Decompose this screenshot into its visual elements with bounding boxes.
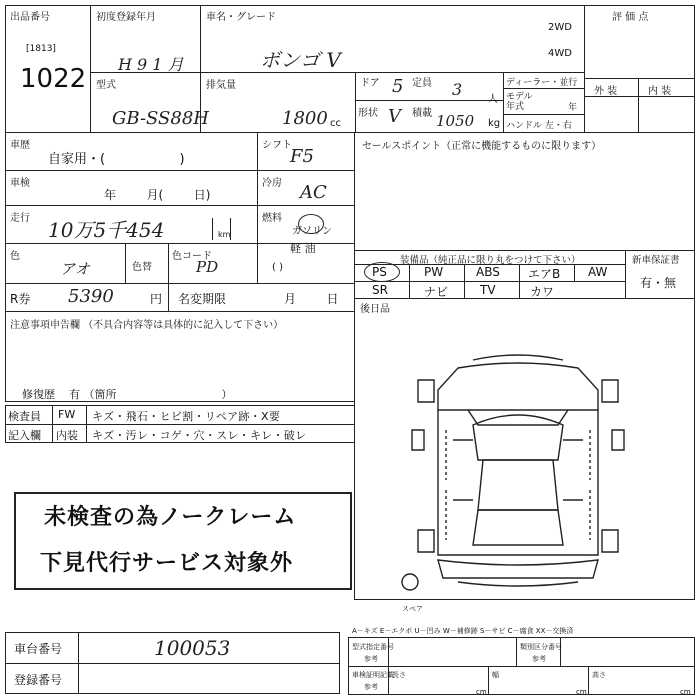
load-unit: kg <box>488 118 501 129</box>
model-type-label: 型式 <box>96 80 116 91</box>
category-ref: 参考 <box>532 655 546 663</box>
header-frame <box>5 5 695 133</box>
equip-aw: AW <box>588 265 608 279</box>
equipment-label: 装備品（純正品に限り丸をつけて下さい） <box>400 255 581 266</box>
car-diagram <box>398 350 638 600</box>
interior-label: 内 装 <box>648 86 672 97</box>
dealer-label: ディーラー・並行 <box>506 78 578 88</box>
equip-sr: SR <box>372 283 388 297</box>
history-label: 車歴 <box>10 140 30 151</box>
model-grade-value: ボンゴ V <box>260 48 341 72</box>
inspection-value: 年 月( 日) <box>104 188 211 202</box>
inspector-label-1: 検査員 <box>8 410 41 423</box>
color-label: 色 <box>10 251 20 262</box>
color-code-label: 色コード <box>172 251 212 262</box>
left-frame <box>5 132 355 402</box>
int-text: キズ・汚レ・コゲ・穴・スレ・キレ・破レ <box>92 429 307 442</box>
first-reg-value: H 9 1 月 <box>118 55 184 74</box>
lot-no-label: 出品番号 <box>10 12 50 23</box>
warranty-label: 新車保証書 <box>632 255 680 266</box>
first-reg-label: 初度登録年月 <box>96 12 156 23</box>
fuel-label: 燃料 <box>262 213 282 224</box>
fuel-diesel: 軽 油 <box>290 242 316 255</box>
mileage-label: 走行 <box>10 213 30 224</box>
after-label: 後日品 <box>360 304 390 315</box>
color-value: アオ <box>60 260 90 278</box>
damage-legend: A－キズ E－エクボ U－凹み W－補修跡 S－サビ C－腐食 XX－交換済 <box>352 627 574 635</box>
fuel-selected-circle <box>298 214 324 234</box>
equip-ps: PS <box>372 265 387 279</box>
ac-value: AC <box>300 182 327 203</box>
spare-label: スペア <box>402 605 423 613</box>
sales-point-label: セールスポイント（正常に機能するものに限ります） <box>362 141 602 152</box>
doors-value: 5 <box>392 76 404 97</box>
cert-label: 車検証明記載 <box>352 671 394 679</box>
handle-label: ハンドル 左・右 <box>506 121 572 131</box>
height-unit: cm <box>680 688 691 696</box>
notice-line-1: 未検査の為ノークレーム <box>44 505 297 530</box>
length-label: 長さ <box>392 671 406 679</box>
category-label: 類別区分番号 <box>520 643 562 651</box>
drive-4wd: 4WD <box>548 48 572 59</box>
ac-label: 冷房 <box>262 178 282 189</box>
int-label: 内装 <box>56 429 78 442</box>
shift-value: F5 <box>290 146 314 167</box>
displacement-unit: cc <box>330 118 341 129</box>
chassis-label: 車台番号 <box>14 642 63 656</box>
drive-2wd: 2WD <box>548 22 572 33</box>
capacity-unit: 人 <box>488 94 498 105</box>
evaluation-label: 評 価 点 <box>612 12 649 23</box>
equip-ps-circle <box>364 262 400 282</box>
equip-pw: PW <box>424 265 444 279</box>
doors-label: ドア <box>360 78 380 89</box>
color-code-value: PD <box>196 258 219 276</box>
equip-leather: カワ <box>530 285 555 299</box>
r-value: 5390 <box>68 286 114 307</box>
cert-ref: 参考 <box>364 683 378 691</box>
fw-label: FW <box>58 408 76 421</box>
notes-label: 注意事項申告欄 （不具合内容等は具体的に記入して下さい） <box>10 320 284 331</box>
exterior-label: 外 装 <box>594 86 618 97</box>
r-label: R券 <box>10 292 31 306</box>
shape-value: V <box>388 106 401 127</box>
title-change-label: 名変期限 <box>178 292 227 306</box>
length-unit: cm <box>476 688 487 696</box>
title-change-value: 月 日 <box>284 292 339 306</box>
inspection-label: 車検 <box>10 178 30 189</box>
capacity-value: 3 <box>452 80 463 99</box>
height-label: 高さ <box>592 671 606 679</box>
fw-text: キズ・飛石・ヒビ割・リペア跡・X要 <box>92 410 281 423</box>
equip-tv: TV <box>480 283 496 297</box>
equip-navi: ナビ <box>424 285 449 299</box>
r-unit: 円 <box>150 292 163 306</box>
color-change-label: 色替 <box>132 262 152 273</box>
shift-label: シフト <box>262 140 292 151</box>
equip-airbag: エアB <box>528 267 561 281</box>
equip-abs: ABS <box>476 265 500 279</box>
lot-code: [1813] <box>26 44 56 54</box>
load-value: 1050 <box>436 112 475 130</box>
model-type-value: GB-SS88H <box>112 108 209 129</box>
inspector-label-2: 記入欄 <box>8 429 41 442</box>
model-year-label: モデル年式 <box>506 92 533 112</box>
load-label: 積載 <box>412 108 432 119</box>
model-cert-label: 型式指定番号 <box>352 643 394 651</box>
displacement-label: 排気量 <box>206 80 236 91</box>
mileage-value: 10万5千454 <box>48 218 165 242</box>
width-unit: cm <box>576 688 587 696</box>
lot-number: 1022 <box>20 64 87 94</box>
notice-line-2: 下見代行サービス対象外 <box>40 551 294 576</box>
model-cert-ref: 参考 <box>364 655 378 663</box>
fuel-gasoline: ガソリン <box>292 226 332 237</box>
warranty-value: 有・無 <box>640 276 677 290</box>
history-value: 自家用・( ) <box>48 152 185 167</box>
width-label: 幅 <box>492 671 499 679</box>
chassis-value: 100053 <box>154 636 231 660</box>
mileage-unit: km <box>218 230 231 239</box>
capacity-label: 定員 <box>412 78 432 89</box>
model-grade-label: 車名・グレード <box>206 12 276 23</box>
displacement-value: 1800 <box>282 108 328 129</box>
repair-label: 修復歴 有 （箇所 ） <box>22 388 233 401</box>
shape-label: 形状 <box>358 108 378 119</box>
registration-label: 登録番号 <box>14 673 63 687</box>
year-unit: 年 <box>568 103 578 113</box>
